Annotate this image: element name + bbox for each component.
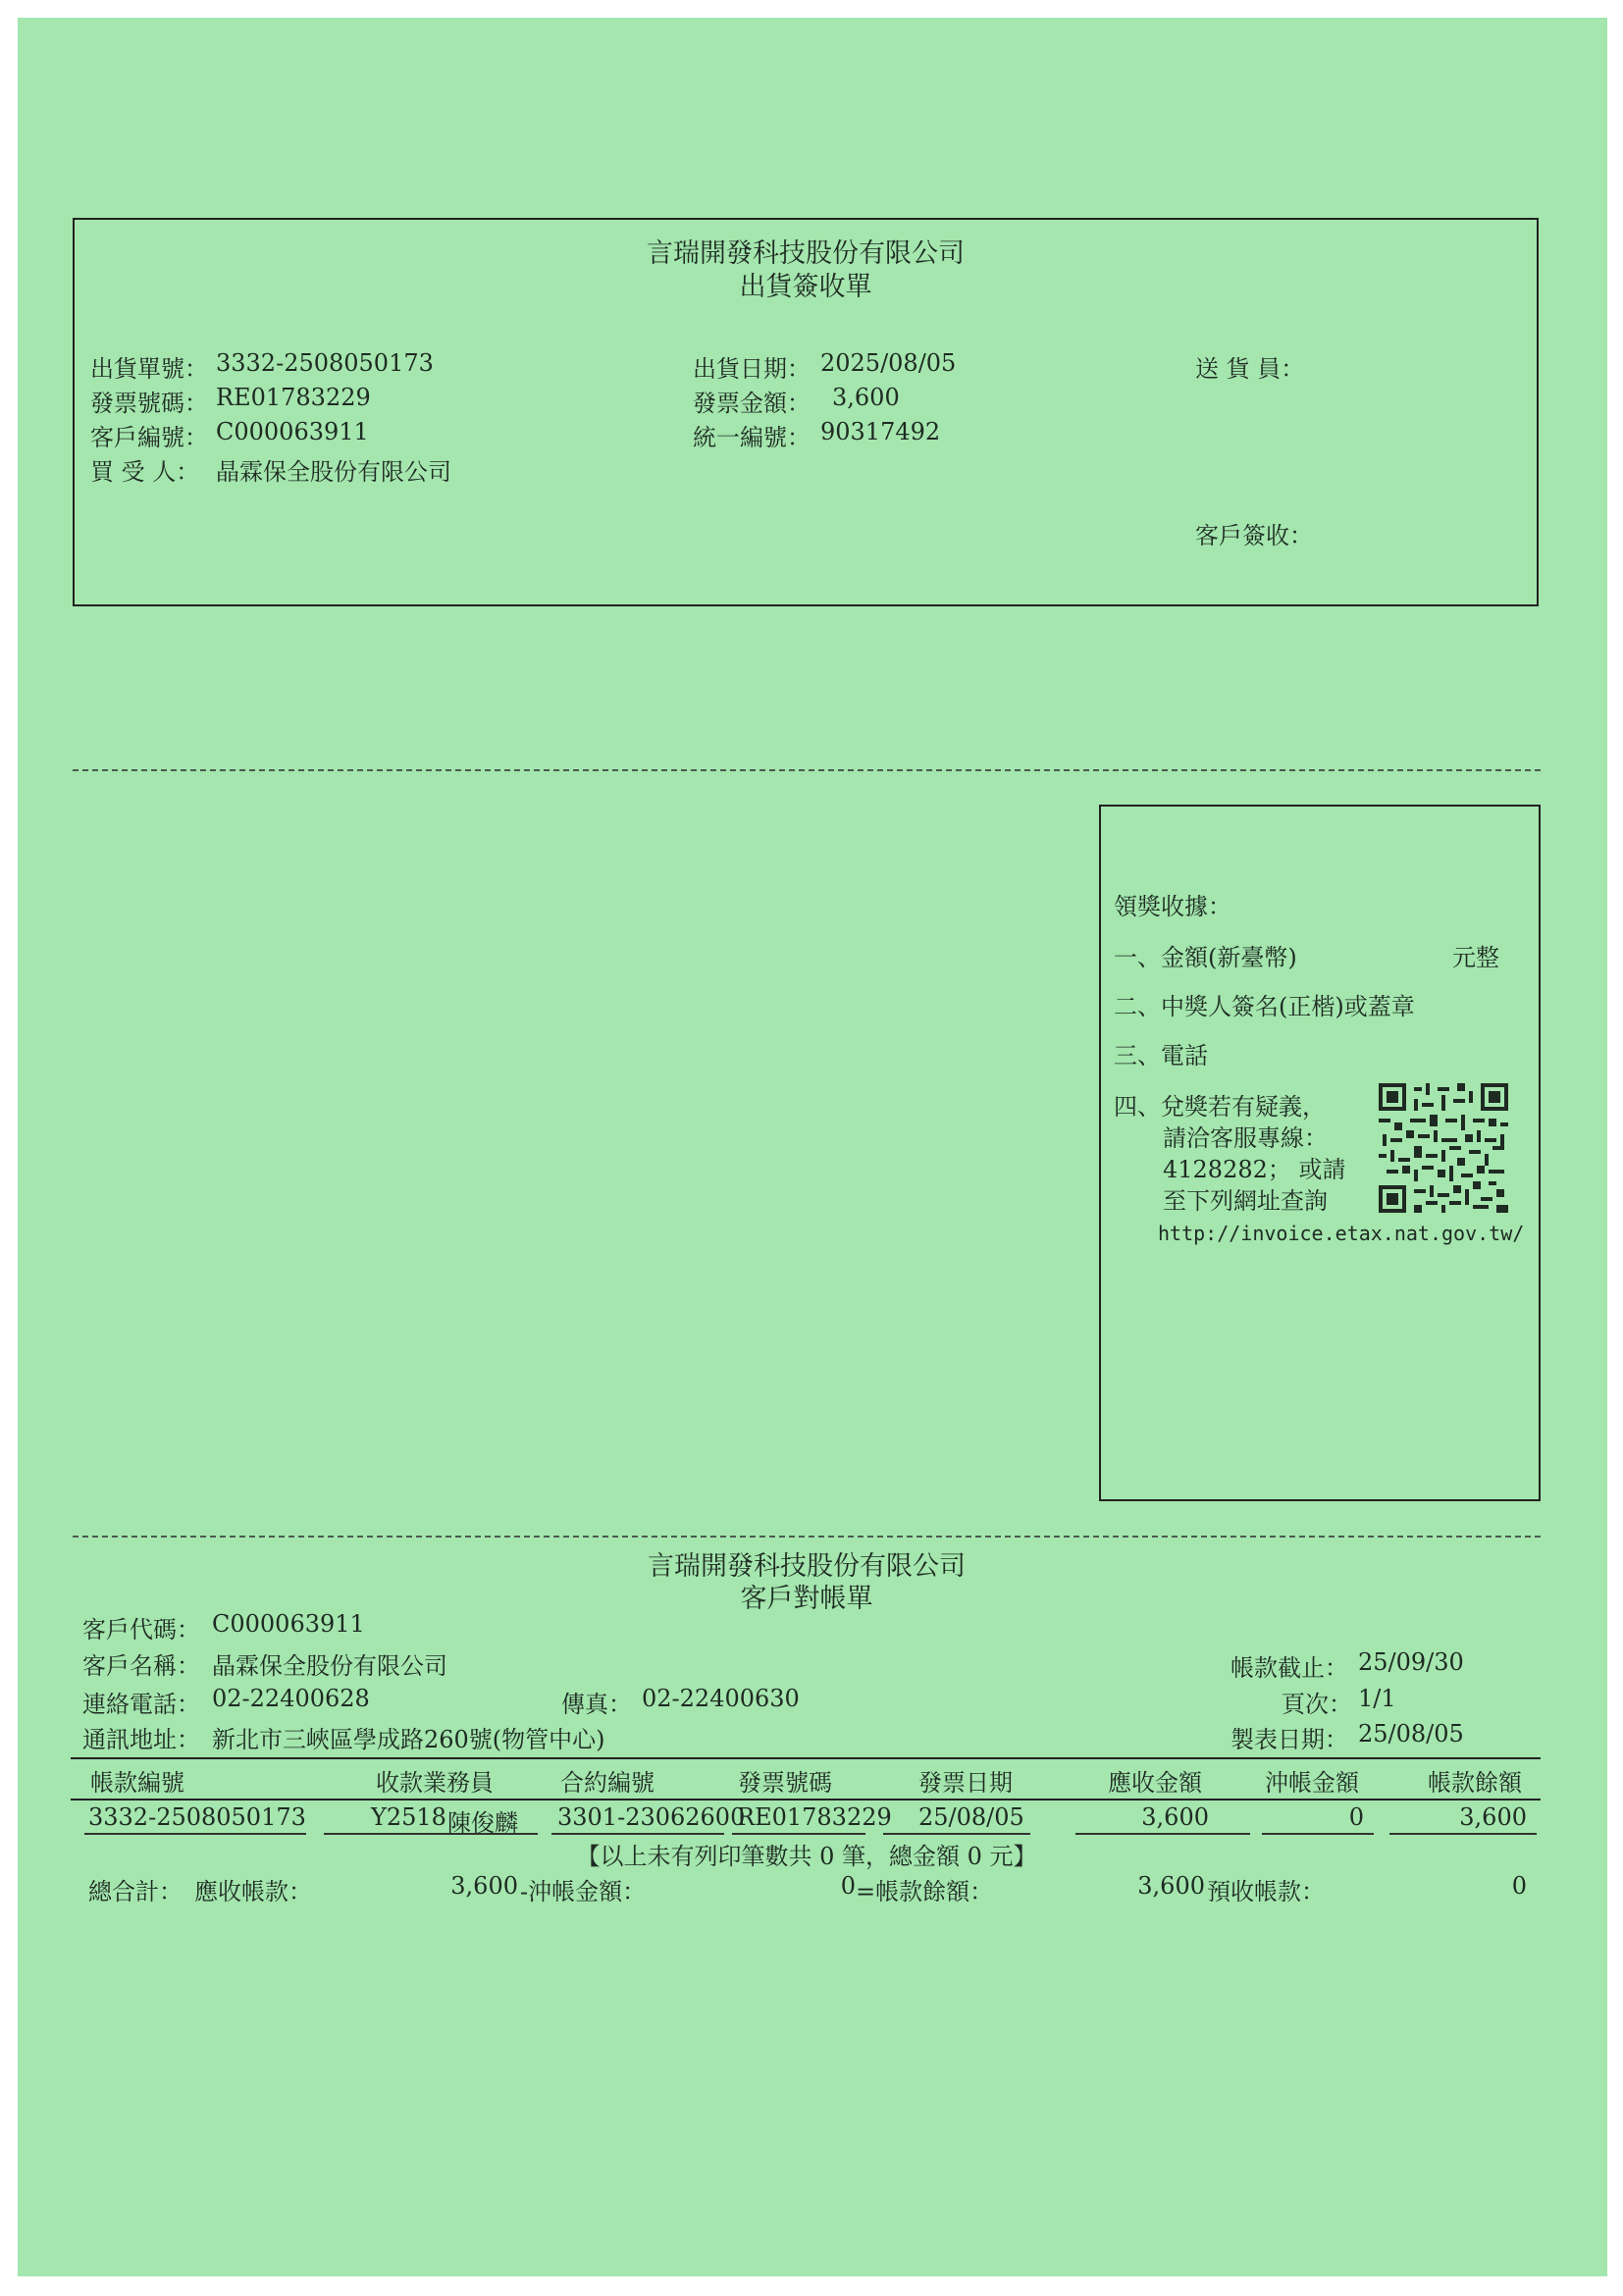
customer-no-label: 客戶編號： <box>90 424 208 451</box>
total-balance: 3,600 <box>1137 1872 1205 1900</box>
customer-code: C000063911 <box>212 1610 365 1638</box>
total-balance-label: =帳款餘額： <box>856 1878 994 1905</box>
made-date: 25/08/05 <box>1358 1720 1464 1748</box>
statement-title: 客戶對帳單 <box>740 1584 873 1614</box>
tax-id-label: 統一編號： <box>693 424 811 451</box>
table-header-rule <box>71 1799 1541 1800</box>
col-invoice-date: 發票日期 <box>918 1769 1013 1797</box>
field-underline <box>1075 1833 1250 1835</box>
field-underline <box>324 1833 371 1835</box>
prize-line-4c: 4128282； 或請 <box>1163 1156 1346 1183</box>
buyer: 晶霖保全股份有限公司 <box>216 458 451 486</box>
page-number: 1/1 <box>1358 1685 1396 1712</box>
row-offset: 0 <box>1348 1803 1364 1831</box>
invoice-amount-label: 發票金額： <box>693 390 811 417</box>
address: 新北市三峽區學成路260號(物管中心) <box>212 1726 605 1753</box>
customer-name-label: 客戶名稱： <box>82 1652 200 1680</box>
ship-date-label: 出貨日期： <box>693 355 811 383</box>
row-sales-code: Y2518 <box>371 1803 446 1831</box>
col-account-no: 帳款編號 <box>90 1769 184 1797</box>
field-underline <box>371 1833 538 1835</box>
order-no: 3332-2508050173 <box>216 349 434 377</box>
customer-sign-label: 客戶簽收： <box>1195 522 1313 549</box>
buyer-label: 買 受 人： <box>90 458 200 486</box>
made-date-label: 製表日期： <box>1230 1726 1348 1753</box>
row-invoice-date: 25/08/05 <box>918 1803 1024 1831</box>
row-sales-name: 陳俊麟 <box>447 1809 518 1837</box>
col-salesperson: 收款業務員 <box>376 1769 494 1797</box>
col-receivable: 應收金額 <box>1108 1769 1202 1797</box>
invoice-no: RE01783229 <box>216 384 371 411</box>
row-receivable: 3,600 <box>1141 1803 1209 1831</box>
field-underline <box>883 1833 1030 1835</box>
unprinted-note: 【以上未有列印筆數共 0 筆，總金額 0 元】 <box>576 1843 1037 1870</box>
shipment-title: 出貨簽收單 <box>739 272 872 302</box>
table-top-rule <box>71 1757 1541 1759</box>
prize-line-2: 二、中獎人簽名(正楷)或蓋章 <box>1114 993 1415 1020</box>
row-invoice-no: RE01783229 <box>737 1803 892 1831</box>
tear-line-top <box>73 769 1541 771</box>
field-underline <box>1262 1833 1374 1835</box>
col-invoice-no: 發票號碼 <box>738 1769 832 1797</box>
field-underline <box>1389 1833 1537 1835</box>
row-balance: 3,600 <box>1459 1803 1527 1831</box>
field-underline <box>551 1833 724 1835</box>
prize-line-4d: 至下列網址查詢 <box>1163 1187 1328 1215</box>
customer-no: C000063911 <box>216 418 369 445</box>
col-contract-no: 合約編號 <box>560 1769 654 1797</box>
total-receivable: 3,600 <box>450 1872 518 1900</box>
prize-line-4a: 四、兌獎若有疑義， <box>1114 1093 1326 1121</box>
customer-code-label: 客戶代碼： <box>82 1616 200 1644</box>
field-underline <box>732 1833 865 1835</box>
deliverer-label: 送 貨 員： <box>1195 355 1305 383</box>
fax-label: 傳真： <box>561 1691 632 1718</box>
row-contract-no: 3301-23062600 <box>557 1803 746 1831</box>
invoice-amount: 3,600 <box>832 384 900 411</box>
page-label: 頁次： <box>1282 1691 1352 1718</box>
address-label: 通訊地址： <box>82 1726 200 1753</box>
prize-line-1: 一、金額(新臺幣) <box>1114 944 1297 971</box>
prize-url: http://invoice.etax.nat.gov.tw/ <box>1158 1222 1525 1245</box>
customer-name: 晶霖保全股份有限公司 <box>212 1652 447 1680</box>
total-offset: 0 <box>840 1872 856 1900</box>
total-label: 總合計： <box>88 1878 183 1905</box>
total-receivable-label: 應收帳款： <box>194 1878 312 1905</box>
qr-code-icon <box>1379 1083 1508 1213</box>
prepaid-label: 預收帳款： <box>1207 1878 1325 1905</box>
tear-line-bottom <box>73 1536 1541 1538</box>
prize-line-3: 三、電話 <box>1114 1042 1208 1070</box>
invoice-no-label: 發票號碼： <box>90 390 208 417</box>
row-account-no: 3332-2508050173 <box>88 1803 306 1831</box>
prize-line-4b: 請洽客服專線： <box>1163 1124 1328 1152</box>
prize-line-1-suffix: 元整 <box>1452 944 1499 971</box>
order-no-label: 出貨單號： <box>90 355 208 383</box>
statement-company: 言瑞開發科技股份有限公司 <box>648 1551 966 1582</box>
shipment-company: 言瑞開發科技股份有限公司 <box>647 238 965 269</box>
col-balance: 帳款餘額 <box>1428 1769 1522 1797</box>
prepaid: 0 <box>1511 1872 1527 1900</box>
phone-label: 連絡電話： <box>82 1691 200 1718</box>
tax-id: 90317492 <box>820 418 941 445</box>
field-underline <box>84 1833 306 1835</box>
cutoff-label: 帳款截止： <box>1230 1654 1348 1682</box>
cutoff: 25/09/30 <box>1358 1648 1464 1676</box>
fax: 02-22400630 <box>642 1685 800 1712</box>
prize-title: 領獎收據： <box>1114 893 1231 920</box>
total-offset-label: -沖帳金額： <box>520 1878 647 1905</box>
col-offset: 沖帳金額 <box>1265 1769 1359 1797</box>
ship-date: 2025/08/05 <box>820 349 957 377</box>
phone: 02-22400628 <box>212 1685 370 1712</box>
